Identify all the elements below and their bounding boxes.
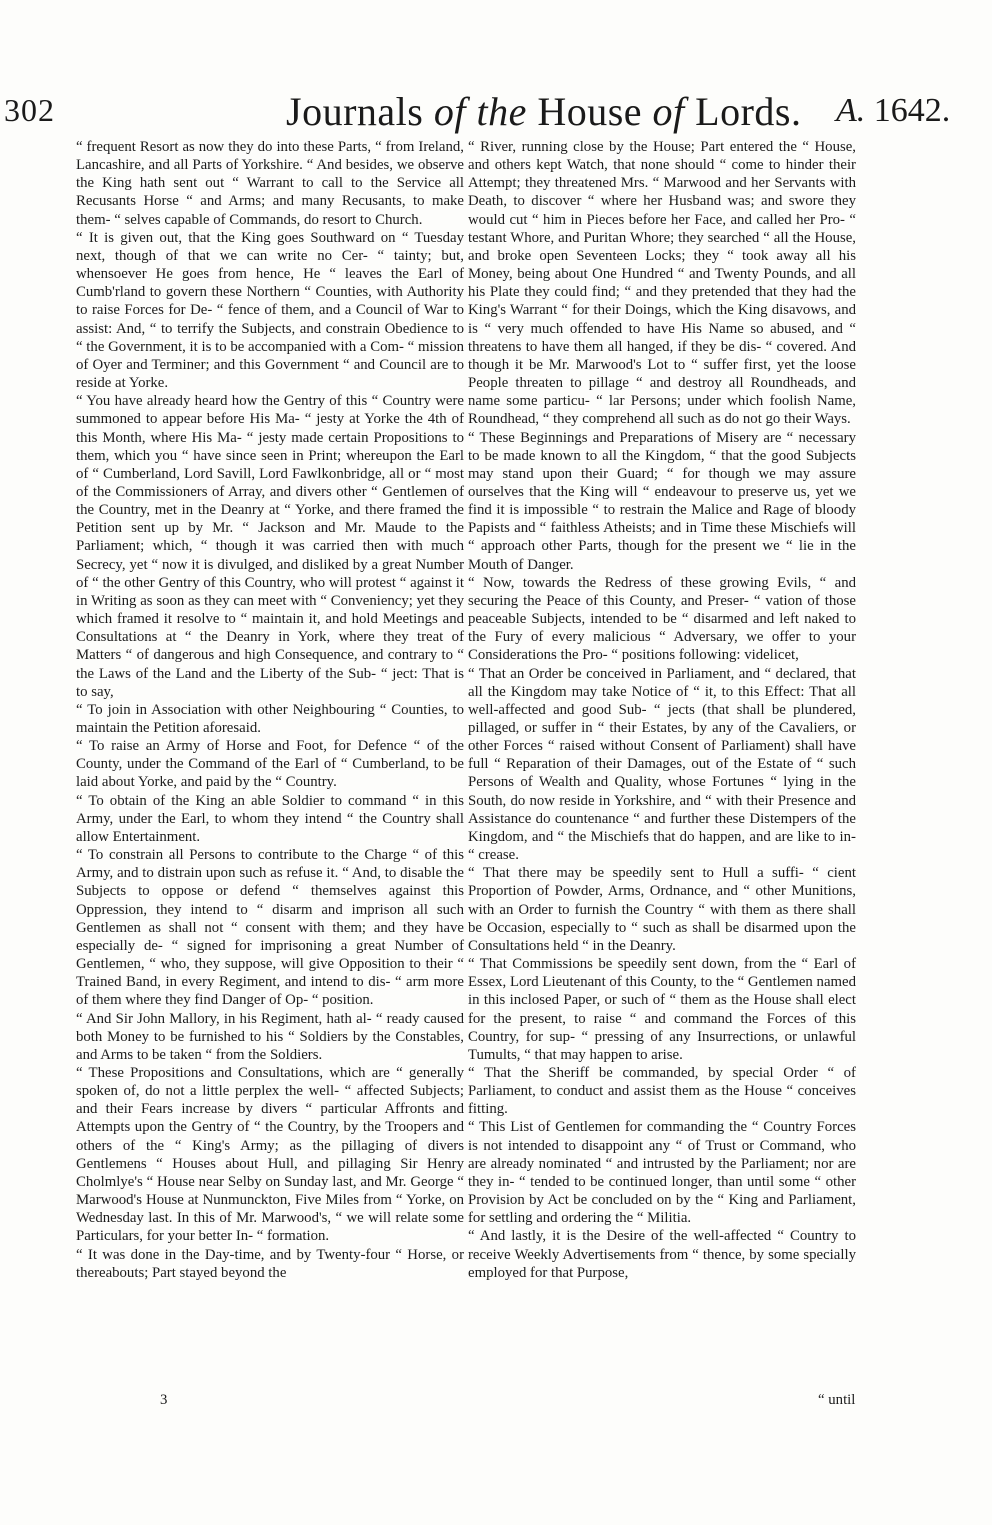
right-column [468,138,856,1282]
paragraph: “ You have already heard how the Gentry of this “ Country were summoned to appear before His Ma- “ jesty at Yorke the 4th of this Month, where His Ma- “ jesty made certain Propositions to them, which you “ have since seen in Print; whereupon the Earl of “ Cumberland, Lord Savill, Lord Fawlkonbridge, all or “ most of the Commissioners of Array, and divers other “ Gentlemen of the Country, met in the Deanry at “ Yorke, and there framed the Petition sent up by Mr. “ Jackson and Mr. Maude to the Parliament; which, “ though it was carried then with much Secrecy, yet “ now it is divulged, and disliked by a great Number of “ the other Gentry of this Country, who will protest “ against it in Writing as soon as they can meet with “ Conveniency; yet they which framed it resolve to “ maintain it, and hold Meetings and Consultations at “ the Deanry in York, where they treat of Matters “ of dangerous and high Consequence, and contrary to “ the Laws of the Land and the Liberty of the Sub- “ ject: That is to say, [76,393,464,700]
title-word: House [537,89,643,134]
page-number: 302 [4,92,55,128]
title-word: Journals [286,89,424,134]
journal-title [286,88,802,135]
paragraph: “ That Commissions be speedily sent down, from the “ Earl of Essex, Lord Lieutenant of this County, to the “ Gentlemen named in this inclosed Paper, or such of “ them as the House shall elect for the present, to raise “ and command the Forces of this Country, for sup- “ pressing of any Insurrections, or unlawful Tumults, “ that may happen to arise. [468,956,856,1063]
paragraph: “ And lastly, it is the Desire of the well-affected “ Country to receive Weekly Advertisements from “ thence, by some specially employed for that Purpose, [468,1228,856,1281]
catchword: “ until [818,1392,856,1408]
paragraph: “ It was done in the Day-time, and by Twenty-four “ Horse, or thereabouts; Part stayed beyond the [76,1246,464,1281]
paragraph: “ These Beginnings and Preparations of Misery are “ necessary to be made known to all the Kingdom, “ that the good Subjects may stand upon their Guard; “ for though we may assure ourselves that the King will “ endeavour to preserve us, yet we find it is impossible “ to restrain the Malice and Rage of bloody Papists and “ faithless Atheists; and in Time these Mischiefs will “ approach other Parts, though for the present we “ lie in the Mouth of Danger. [468,429,856,573]
title-word: of [433,89,466,134]
title-word: of [652,89,685,134]
paragraph: “ These Propositions and Consultations, which are “ generally spoken of, do not a little perplex the well- “ affected Subjects; and their Fears increase by divers “ particular Affronts and Attempts upon the Gentry of “ the Country, by the Troopers and others of the “ King's Army; as the pillaging of divers Gentlemens “ Houses about Hull, and pillaging Sir Henry Cholmlye's “ House near Selby on Sunday last, and Mr. George “ Marwood's House at Nunmunckton, Five Miles from “ Yorke, on Wednesday last. In this of Mr. Marwood's, “ we will relate some Particulars, for your better In- “ formation. [76,1064,464,1245]
paragraph: “ To raise an Army of Horse and Foot, for Defence “ of the County, under the Command of the Earl of “ Cumberland, to be laid about Yorke, and paid by the “ Country. [76,738,464,791]
running-header [0,70,992,134]
paragraph: “ That an Order be conceived in Parliament, and “ declared, that all the Kingdom may take Notice of “ it, to this Effect: That all well-affected and good Sub- “ jects (that shall be plundered, pillaged, or suffer in “ their Estates, by any of the Cavaliers, or other Forces “ raised without Consent of Parliament) shall have full “ Reparation of their Damages, out of the Estate of “ such Persons of Wealth and Quality, whose Fortunes “ lying in the South, do now reside in Yorkshire, and “ with their Presence and Assistance do countenance “ and further these Distempers of the Kingdom, and “ the Mischiefs that do happen, and are like to in- “ crease. [468,665,856,864]
paragraph: “ River, running close by the House; Part entered the “ House, and others kept Watch, that none should “ come to hinder their Attempt; they threatened Mrs. “ Marwood and her Servants with Death, to discover “ where her Husband was; and swore they would cut “ him in Pieces before her Face, and called her Pro- “ testant Whore, and Puritan Whore; they searched “ all the House, and broke open Seventeen Locks; they “ took away all his Money, being about One Hundred “ and Twenty Pounds, and all his Plate they could find; “ and they pretended that they had the King's Warrant “ for their Doings, which the King disavows, and is “ very much offended to have His Name so abused, and “ threatens to have them all hanged, if they be dis- “ covered. And though it be Mr. Marwood's Lot to “ suffer first, yet the loose People threaten to pillage “ and destroy all Roundheads, and name some particu- “ lar Persons; under which foolish Name, Roundhead, “ they comprehend all such as do not go their Ways. [468,139,856,428]
year-prefix: A. [836,92,866,129]
title-word: the [476,89,527,134]
year-mark [836,92,950,130]
paragraph: “ This List of Gentlemen for commanding the “ Country Forces is not intended to disappoint any “ of Trust or Command, who are already nominated “ and intrusted by the Parliament; nor are they in- “ tended to be continued longer, than until some “ other Provision by Act be concluded on by the “ King and Parliament, for settling and ordering the “ Militia. [468,1119,856,1227]
paragraph: “ To constrain all Persons to contribute to the Charge “ of this Army, and to distrain upon such as refuse it. “ And, to disable the Subjects to oppose or defend “ themselves against this Oppression, they intend to “ disarm and imprison all such Gentlemen as shall not “ consent with them; and they have especially de- “ signed for imprisoning a great Number of Gentlemen, “ who, they suppose, will give Opposition to their “ Trained Band, in every Regiment, and intend to dis- “ arm more of them where they find Danger of Op- “ position. [76,847,464,1009]
title-word: Lords. [695,89,802,134]
paragraph: “ That there may be speedily sent to Hull a suffi- “ cient Proportion of Powder, Arms, Ordnance, and “ other Munitions, with an Order to furnish the Country “ with them as there shall be Occasion, especially to “ such as shall be disarmed upon the Consultations held “ in the Deanry. [468,865,856,954]
signature-mark: 3 [160,1392,168,1408]
year-value: 1642. [873,92,951,129]
paragraph: “ It is given out, that the King goes Southward on “ Tuesday next, though of that we can write no Cer- “ tainty; but, whensoever He goes from hence, He “ leaves the Earl of Cumb'rland to govern these Northern “ Counties, with Authority to raise Forces for De- “ fence of them, and a Council of War to assist: And, “ to terrify the Subjects, and constrain Obedience to “ the Government, it is to be accompanied with a Com- “ mission of Oyer and Terminer; and this Government “ and Council are to reside at Yorke. [76,229,464,392]
paragraph: “ frequent Resort as now they do into these Parts, “ from Ireland, Lancashire, and all Parts of Yorkshire. “ And besides, we observe the King hath sent out “ Warrant to call to the Service all Recusants Horse “ and Arms; and many Recusants, to make them- “ selves capable of Commands, do resort to Church. [76,139,464,228]
paragraph: “ And Sir John Mallory, in his Regiment, hath al- “ ready caused both Money to be furnished to his “ Soldiers by the Constables, and Arms to be taken “ from the Soldiers. [76,1010,464,1063]
paragraph: “ That the Sheriff be commanded, by special Order “ of Parliament, to conduct and assist them as the House “ conceives fitting. [468,1064,856,1118]
paragraph: “ To obtain of the King an able Soldier to command “ in this Army, under the Earl, to whom they intend “ the Country shall allow Entertainment. [76,792,464,845]
left-column [76,138,464,1282]
paragraph: “ Now, towards the Redress of these growing Evils, “ and securing the Peace of this County, and Preser- “ vation of those peaceable Subjects, intended to be “ disarmed and left naked to the Fury of every malicious “ Adversary, we offer to your Considerations the Pro- “ positions following: videlicet, [468,574,856,664]
paragraph: “ To join in Association with other Neighbouring “ Counties, to maintain the Petition aforesaid. [76,701,464,736]
